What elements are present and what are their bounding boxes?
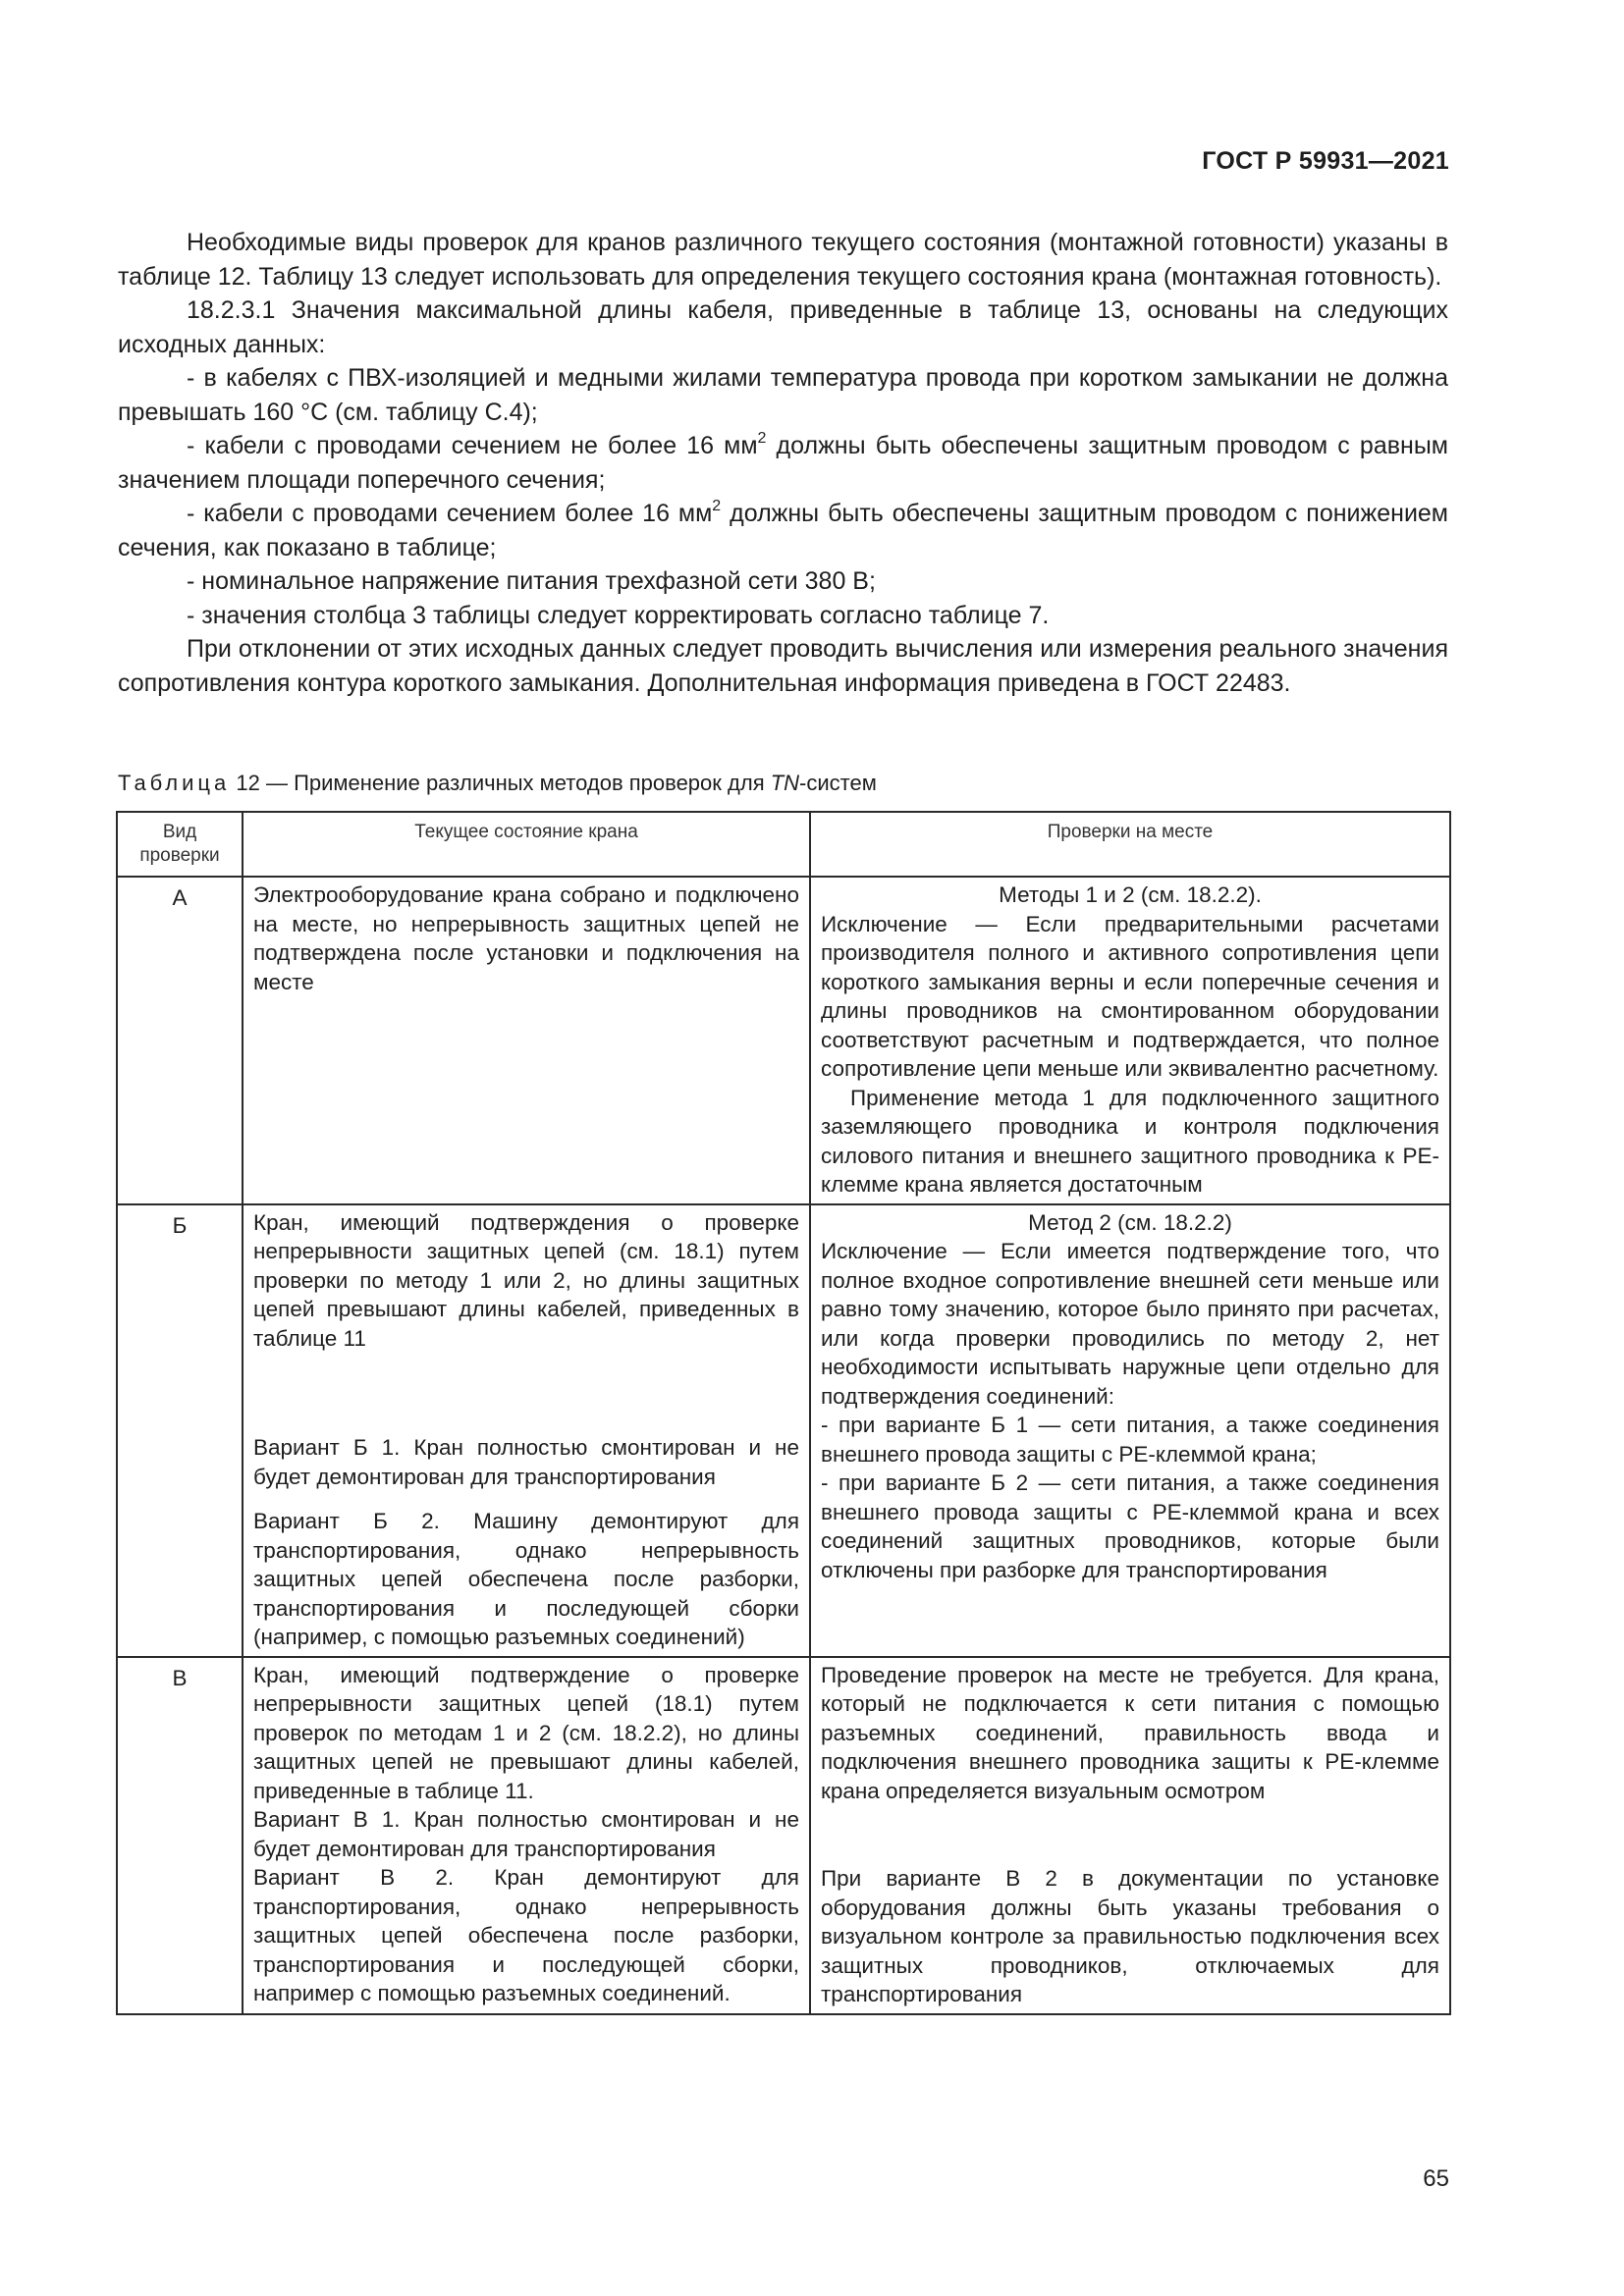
state-text: Кран, имеющий подтверждения о проверке непрерывности защитных цепей (см. 18.1) путем проверки по методу 1 или 2, но длины защитных цепей превышают длины кабелей, приведенных в таблице 11 xyxy=(253,1209,799,1351)
checks-table xyxy=(116,811,1451,2015)
method-note: Применение метода 1 для подключенного защитного заземляющего проводника и контроля подключения силового питания и внешнего защитного проводника к PE-клемме крана является достаточным xyxy=(821,1085,1439,1197)
table-row xyxy=(117,1657,1450,2014)
paragraph-2: 18.2.3.1 Значения максимальной длины кабеля, приведенные в таблице 13, основаны на следующих исходных данных: xyxy=(118,296,1448,358)
header-check-type: Вид проверки xyxy=(117,812,243,877)
state-text: Кран, имеющий подтверждение о проверке непрерывности защитных цепей (18.1) путем проверок по методам 1 и 2 (см. 18.2.2), но длины защитных цепей не превышают длины кабелей, приведенные в таблице 11. xyxy=(253,1662,799,1803)
variant-b2-checks: - при варианте Б 2 — сети питания, а также соединения внешнего провода защиты с PE-клеммой крана и всех соединений защитных проводников, которые были отключены при разборке для транспортирования xyxy=(821,1470,1439,1582)
onsite-checks-cell xyxy=(810,1204,1450,1657)
paragraph-7: - значения столбца 3 таблицы следует корректировать согласно таблице 7. xyxy=(187,601,1050,629)
paragraph-5-text-a: - кабели с проводами сечением более 16 мм xyxy=(187,500,713,527)
exception-text: Исключение — Если предварительными расчетами производителя полного и активного сопротивления цепи короткого замыкания верны и если поперечные сечения и длины проводников на смонтированном оборудовании соответствуют расчетным и подтверждается, что полное сопротивление цепи меньше или эквивалентно расчетному. xyxy=(821,911,1439,1081)
variant-v2-checks: При варианте В 2 в документации по установке оборудования должны быть указаны требования о визуальном контроле за правильностью подключения всех защитных проводников, отключаемых для транспортирования xyxy=(821,1866,1439,2006)
exception-text: Исключение — Если имеется подтверждение того, что полное входное сопротивление внешней сети меньше или равно тому значению, которое было принято при расчетах, или когда проверки проводились по методу 2, нет необходимости испытывать наружные цепи отдельно для подтверждения соединений: xyxy=(821,1239,1439,1409)
crane-state-cell xyxy=(243,1204,810,1657)
variant-v2-text: Вариант В 2. Кран демонтируют для транспортирования, однако непрерывность защитных цепей обеспечена после разборки, транспортирования и последующей сборки, например с помощью разъемных соединений. xyxy=(253,1865,799,2005)
table-caption xyxy=(118,771,877,796)
paragraph-1: Необходимые виды проверок для кранов различного текущего состояния (монтажной готовности) указаны в таблице 12. Таблицу 13 следует использовать для определения текущего состояния крана (монтажная готовность). xyxy=(118,229,1448,291)
crane-state-cell xyxy=(243,877,810,1204)
paragraph-8: При отклонении от этих исходных данных следует проводить вычисления или измерения реального значения сопротивления контура короткого замыкания. Дополнительная информация приведена в ГОСТ 22483. xyxy=(118,635,1448,697)
superscript-2: 2 xyxy=(712,497,722,514)
method-title: Методы 1 и 2 (см. 18.2.2). xyxy=(999,882,1262,907)
header-onsite-checks: Проверки на месте xyxy=(810,812,1450,877)
body-text xyxy=(118,226,1448,700)
table-caption-word: Таблица xyxy=(118,771,231,795)
table-caption-end: -систем xyxy=(799,771,877,795)
paragraph-6: - номинальное напряжение питания трехфазной сети 380 В; xyxy=(187,567,876,595)
table-row xyxy=(117,1204,1450,1657)
variant-b1-text: Вариант Б 1. Кран полностью смонтирован и не будет демонтирован для транспортирования xyxy=(253,1435,799,1489)
superscript-2: 2 xyxy=(757,429,767,447)
header-crane-state: Текущее состояние крана xyxy=(243,812,810,877)
paragraph-4-text-a: - кабели с проводами сечением не более 16 мм xyxy=(187,432,758,459)
onsite-checks-cell xyxy=(810,1657,1450,2014)
standard-header: ГОСТ Р 59931—2021 xyxy=(1202,147,1449,175)
state-text: Электрооборудование крана собрано и подключено на месте, но непрерывность защитных цепей не подтверждена после установки и подключения на месте xyxy=(253,882,799,994)
paragraph-4-text-b: должны быть обеспечены защитным проводом с равным значением площади поперечного сечения; xyxy=(118,432,1448,494)
variant-b2-text: Вариант Б 2. Машину демонтируют для транспортирования, однако непрерывность защитных цепей обеспечена после разборки, транспортирования и последующей сборки (например, с помощью разъемных соединений) xyxy=(253,1509,799,1649)
variant-v1-text: Вариант В 1. Кран полностью смонтирован и не будет демонтирован для транспортирования xyxy=(253,1807,799,1861)
onsite-checks-cell xyxy=(810,877,1450,1204)
table-caption-text: 12 — Применение различных методов проверок для xyxy=(230,771,771,795)
page-number: 65 xyxy=(1423,2165,1449,2192)
variant-b1-checks: - при варианте Б 1 — сети питания, а также соединения внешнего провода защиты с PE-клеммой крана; xyxy=(821,1413,1439,1467)
paragraph-5-text-b: должны быть обеспечены защитным проводом с понижением сечения, как показано в таблице; xyxy=(118,500,1448,561)
table-row xyxy=(117,877,1450,1204)
crane-state-cell xyxy=(243,1657,810,2014)
paragraph-4 xyxy=(118,429,1448,497)
method-title: Метод 2 (см. 18.2.2) xyxy=(1028,1209,1232,1235)
table-header-row xyxy=(117,812,1450,877)
table-caption-italic: TN xyxy=(770,771,800,795)
no-checks-text: Проведение проверок на месте не требуется. Для крана, который не подключается к сети питания с помощью разъемных соединений, правильность ввода и подключения внешнего проводника защиты к PE-клемме крана определяется визуальным осмотром xyxy=(821,1662,1439,1803)
paragraph-3: - в кабелях с ПВХ-изоляцией и медными жилами температура провода при коротком замыкании не должна превышать 160 °С (см. таблицу С.4); xyxy=(118,364,1448,426)
paragraph-5 xyxy=(118,497,1448,564)
row-code: А xyxy=(117,877,243,1204)
row-code: Б xyxy=(117,1204,243,1657)
row-code: В xyxy=(117,1657,243,2014)
